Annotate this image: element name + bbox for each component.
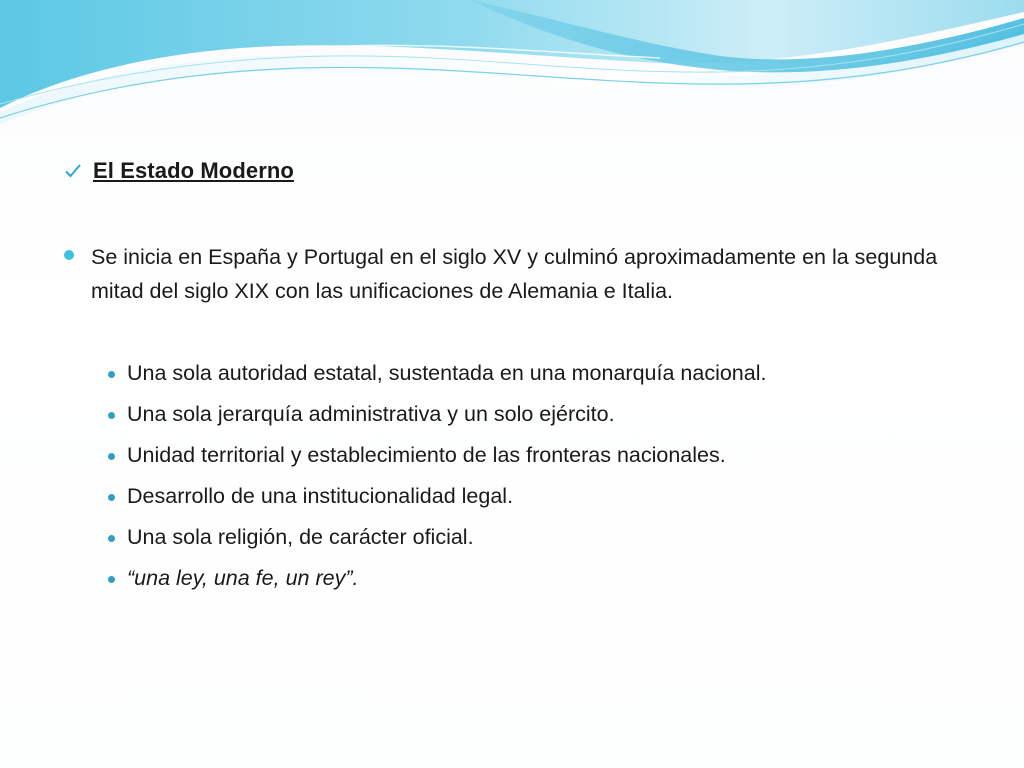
list-item [108,435,766,476]
list-item [108,353,766,394]
dot-icon [64,250,74,260]
dot-icon [108,412,115,419]
list-item [108,476,766,517]
list-item-text: Desarrollo de una institucionalidad legal. [127,484,514,508]
slide-title: El Estado Moderno [93,158,294,183]
motto-text: “una ley, una fe, un rey”. [127,566,359,590]
list-item-text: Unidad territorial y establecimiento de las fronteras nacionales. [127,443,726,467]
list-item [108,394,766,435]
characteristics-list [108,353,766,599]
list-item [108,558,766,599]
title-row [64,158,294,184]
dot-icon [108,453,115,460]
dot-icon [108,371,115,378]
list-item [108,517,766,558]
intro-text: Se inicia en España y Portugal en el siglo XV y culminó aproximadamente en la segunda mitad del siglo XIX con las unificaciones de Alemania e Italia. [91,245,938,303]
dot-icon [108,494,115,501]
dot-icon [108,576,115,583]
intro-paragraph [64,240,984,308]
checkmark-icon [64,162,82,180]
list-item-text: Una sola autoridad estatal, sustentada en una monarquía nacional. [127,361,767,385]
list-item-text: Una sola religión, de carácter oficial. [127,525,474,549]
list-item-text: Una sola jerarquía administrativa y un solo ejército. [127,402,615,426]
dot-icon [108,535,115,542]
